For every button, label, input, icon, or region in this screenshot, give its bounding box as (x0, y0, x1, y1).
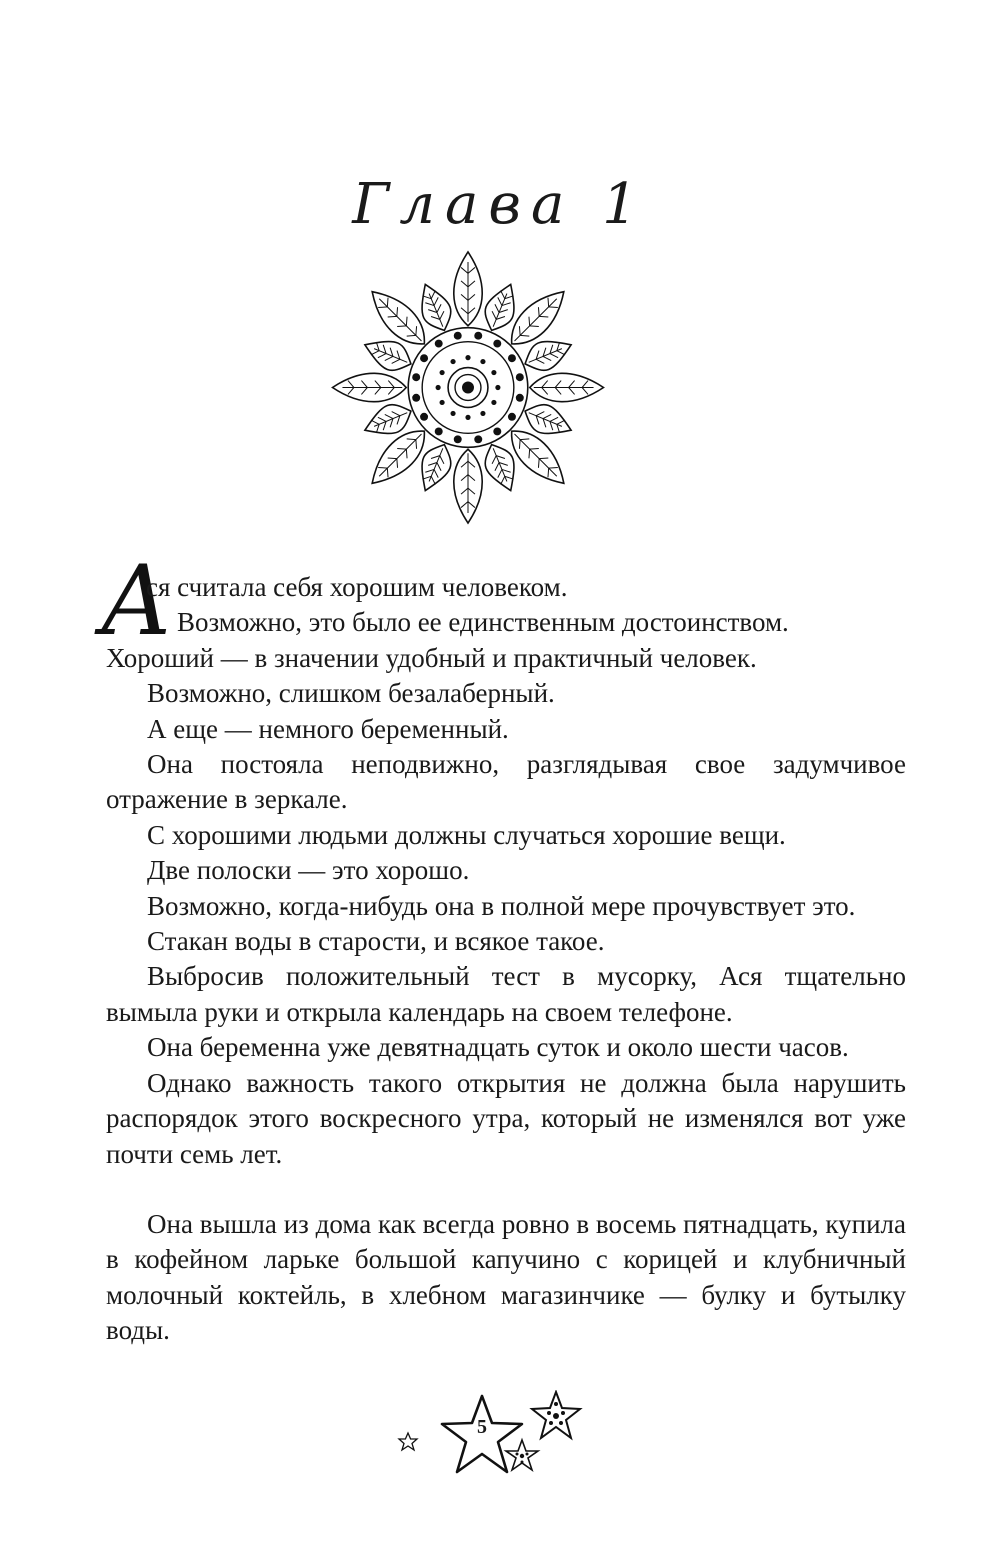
paragraph: Выбросив положительный тест в мусорку, Ася тщательно вымыла руки и открыла календарь на своем телефоне. (106, 961, 906, 1027)
paragraph (106, 570, 906, 605)
page-number: 5 (477, 1416, 487, 1438)
paragraph-first-line: ся считала себя хорошим человеком. (146, 572, 568, 602)
chapter-title: Глава 1 (352, 172, 648, 237)
drop-cap: А (100, 545, 173, 657)
paragraph: Хороший — в значении удобный и практичный человек. (106, 642, 757, 673)
paragraph: Она вышла из дома как всегда ровно в восемь пятнадцать, купила в кофейном ларьке большой капучино с корицей и клубничный молочный коктейль, в хлебном магазинчике — булку и бутылку воды. (106, 1208, 906, 1346)
paragraph: Она беременна уже девятнадцать суток и около шести часов. (147, 1032, 849, 1063)
paragraph: Две полоски — это хорошо. (147, 855, 470, 886)
small-star-icon (399, 1433, 417, 1450)
paragraph: Возможно, это было ее единственным достоинством. (177, 607, 789, 638)
paragraph: Стакан воды в старости, и всякое такое. (147, 926, 605, 957)
paragraph: С хорошими людьми должны случаться хорошие вещи. (147, 819, 786, 850)
mandala-ornament (326, 250, 610, 525)
body-text (106, 570, 906, 1349)
paragraph: Однако важность такого открытия не должна была нарушить распорядок этого воскресного утра, который не изменялся вот уже почти семь лет. (106, 1067, 906, 1169)
paragraph: Возможно, слишком безалаберный. (147, 678, 555, 709)
paragraph: Она постояла неподвижно, разглядывая свое задумчивое отражение в зеркале. (106, 749, 906, 815)
paragraph: А еще — немного беременный. (147, 713, 509, 744)
paragraph: Возможно, когда-нибудь она в полной мере прочувствует это. (147, 890, 856, 921)
page-folio (390, 1390, 590, 1480)
